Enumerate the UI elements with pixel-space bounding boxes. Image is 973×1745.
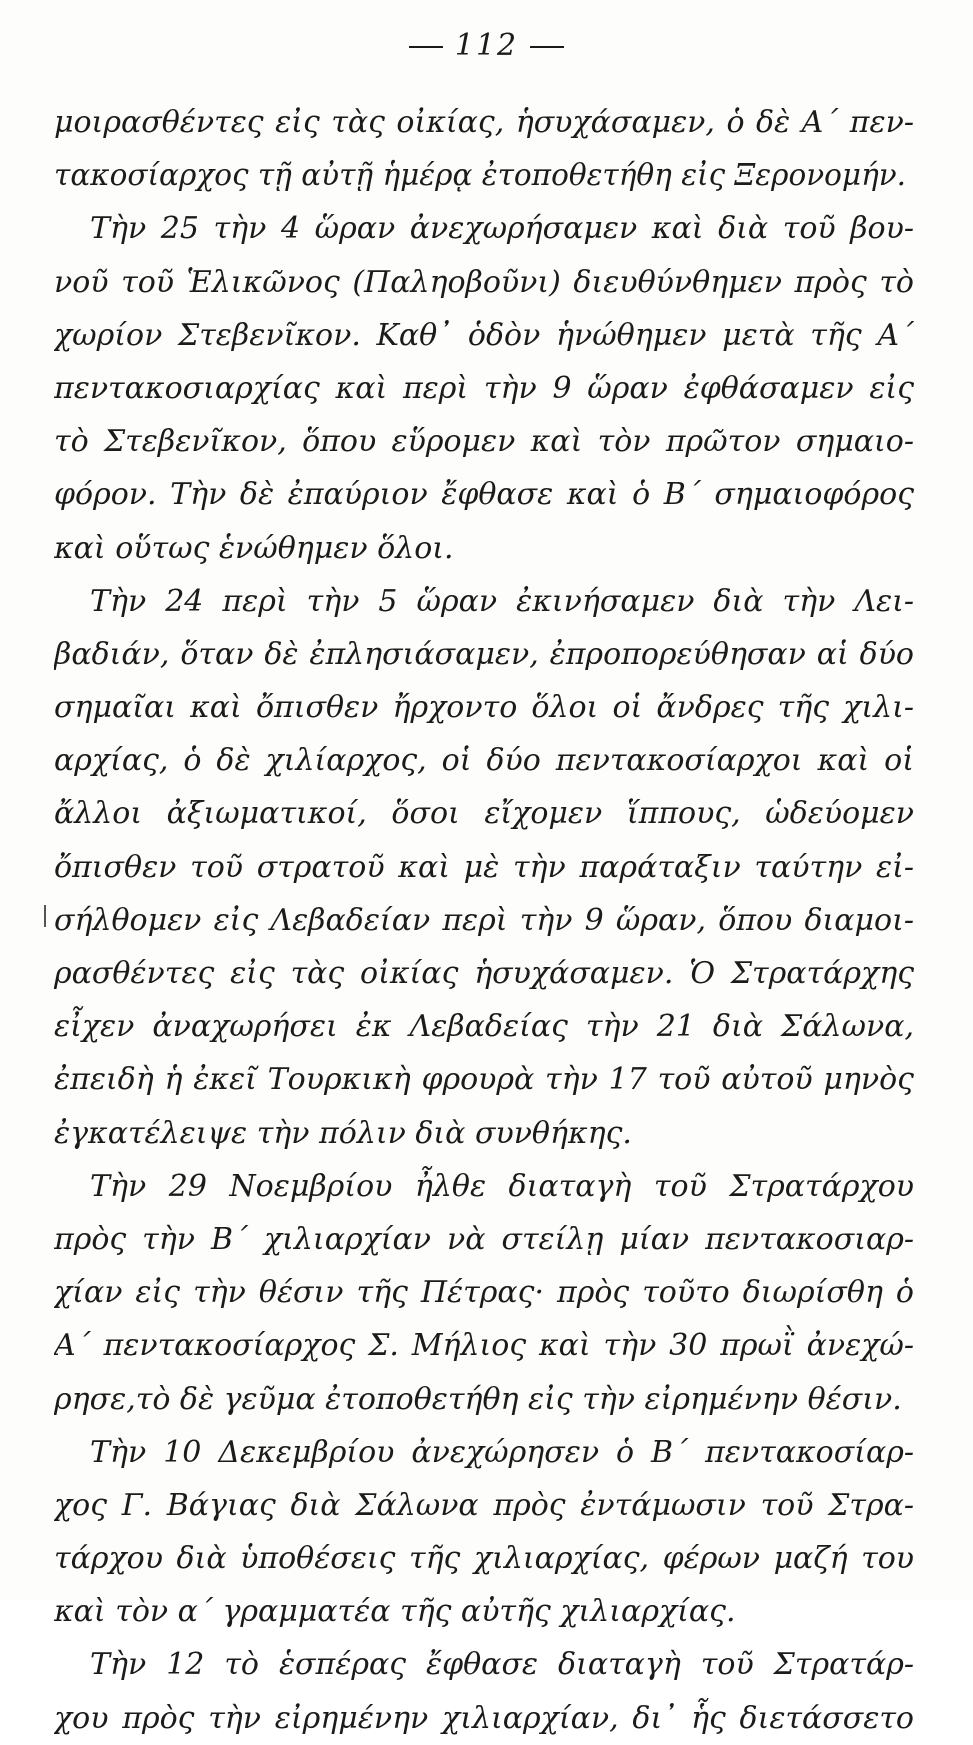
body-text	[54, 96, 914, 1745]
text-line: ἐγκατέλειψε τὴν πόλιν διὰ συνθήκης.	[54, 1115, 632, 1151]
text-line: Τὴν 10 Δεκεμβρίου ἀνεχώρησεν ὁ Β΄ πεντακοσίαρ-	[90, 1434, 914, 1470]
text-line: καὶ τὸν α΄ γραμματέα τῆς αὐτῆς χιλιαρχίας.	[54, 1594, 736, 1630]
text-line: τακοσίαρχος τῇ αὐτῇ ἡμέρᾳ ἐτοποθετήθη εἰς Ξερονομήν.	[54, 158, 907, 193]
text-line: ἐπειδὴ ἡ ἐκεῖ Τουρκικὴ φρουρὰ τὴν 17 τοῦ αὐτοῦ μηνὸς	[54, 1062, 914, 1098]
text-line: τὸ Στεβενῖκον, ὅπου εὕρομεν καὶ τὸν πρῶτον σημαιο-	[54, 424, 914, 460]
text-line: μοιρασθέντες εἰς τὰς οἰκίας, ἡσυχάσαμεν, ὁ δὲ Α΄ πεν-	[54, 105, 914, 140]
text-line: εἶχεν ἀναχωρήσει ἐκ Λεβαδείας τὴν 21 διὰ Σάλωνα,	[54, 1009, 914, 1045]
page-number-text: 112	[454, 28, 519, 63]
margin-mark	[44, 905, 46, 927]
text-line: πεντακοσιαρχίας καὶ περὶ τὴν 9 ὥραν ἐφθάσαμεν εἰς	[54, 370, 914, 406]
text-line: βαδιάν, ὅταν δὲ ἐπλησιάσαμεν, ἐπροπορεύθησαν αἱ δύο	[54, 636, 914, 672]
text-line: Τὴν 29 Νοεμβρίου ἦλθε διαταγὴ τοῦ Στρατάρχου	[90, 1168, 914, 1204]
text-line: Α΄ πεντακοσίαρχος Σ. Μήλιος καὶ τὴν 30 πρωῒ ἀνεχώ-	[54, 1328, 914, 1364]
right-dash	[530, 46, 564, 48]
text-line: φόρον. Τὴν δὲ ἐπαύριον ἔφθασε καὶ ὁ Β΄ σημαιοφόρος	[54, 477, 914, 513]
text-line: ὄπισθεν τοῦ στρατοῦ καὶ μὲ τὴν παράταξιν ταύτην εἰ-	[54, 849, 914, 885]
text-line: καὶ οὕτως ἑνώθημεν ὅλοι.	[54, 530, 454, 566]
text-line: σήλθομεν εἰς Λεβαδείαν περὶ τὴν 9 ὥραν, ὅπου διαμοι-	[54, 902, 914, 938]
text-line: νοῦ τοῦ Ἑλικῶνος (Παληοβοῦνι) διευθύνθημεν πρὸς τὸ	[54, 264, 914, 300]
text-line: ἄλλοι ἀξιωματικοί, ὅσοι εἴχομεν ἵππους, ὡδεύομεν	[54, 796, 914, 832]
text-line: ρασθέντες εἰς τὰς οἰκίας ἡσυχάσαμεν. Ὁ Στρατάρχης	[54, 956, 914, 991]
text-line: σημαῖαι καὶ ὄπισθεν ἤρχοντο ὅλοι οἱ ἄνδρες τῆς χιλι-	[54, 690, 914, 726]
text-line: χου πρὸς τὴν εἰρημένην χιλιαρχίαν, δι᾽ ἧς διετάσσετο	[54, 1700, 914, 1736]
text-line: χωρίον Στεβενῖκον. Καθ᾽ ὁδὸν ἡνώθημεν μετὰ τῆς Α΄	[54, 317, 914, 353]
text-line: πρὸς τὴν Β΄ χιλιαρχίαν νὰ στείλῃ μίαν πεντακοσιαρ-	[54, 1221, 914, 1257]
text-line: Τὴν 24 περὶ τὴν 5 ὥραν ἐκινήσαμεν διὰ τὴν Λει-	[90, 583, 914, 619]
text-line: ρησε,τὸ δὲ γεῦμα ἐτοποθετήθη εἰς τὴν εἰρημένην θέσιν.	[54, 1381, 902, 1417]
text-line: Τὴν 25 τὴν 4 ὥραν ἀνεχωρήσαμεν καὶ διὰ τοῦ βου-	[90, 211, 914, 247]
text-line: αρχίας, ὁ δὲ χιλίαρχος, οἱ δύο πεντακοσίαρχοι καὶ οἱ	[54, 743, 914, 779]
text-line: τάρχου διὰ ὑποθέσεις τῆς χιλιαρχίας, φέρων μαζή του	[54, 1541, 914, 1577]
text-line: χος Γ. Βάγιας διὰ Σάλωνα πρὸς ἐντάμωσιν τοῦ Στρα-	[54, 1487, 914, 1523]
text-line: χίαν εἰς τὴν θέσιν τῆς Πέτρας· πρὸς τοῦτο διωρίσθη ὁ	[54, 1275, 914, 1311]
page-number	[0, 28, 973, 63]
left-dash	[409, 46, 443, 48]
text-line: Τὴν 12 τὸ ἑσπέρας ἔφθασε διαταγὴ τοῦ Στρατάρ-	[90, 1647, 914, 1683]
